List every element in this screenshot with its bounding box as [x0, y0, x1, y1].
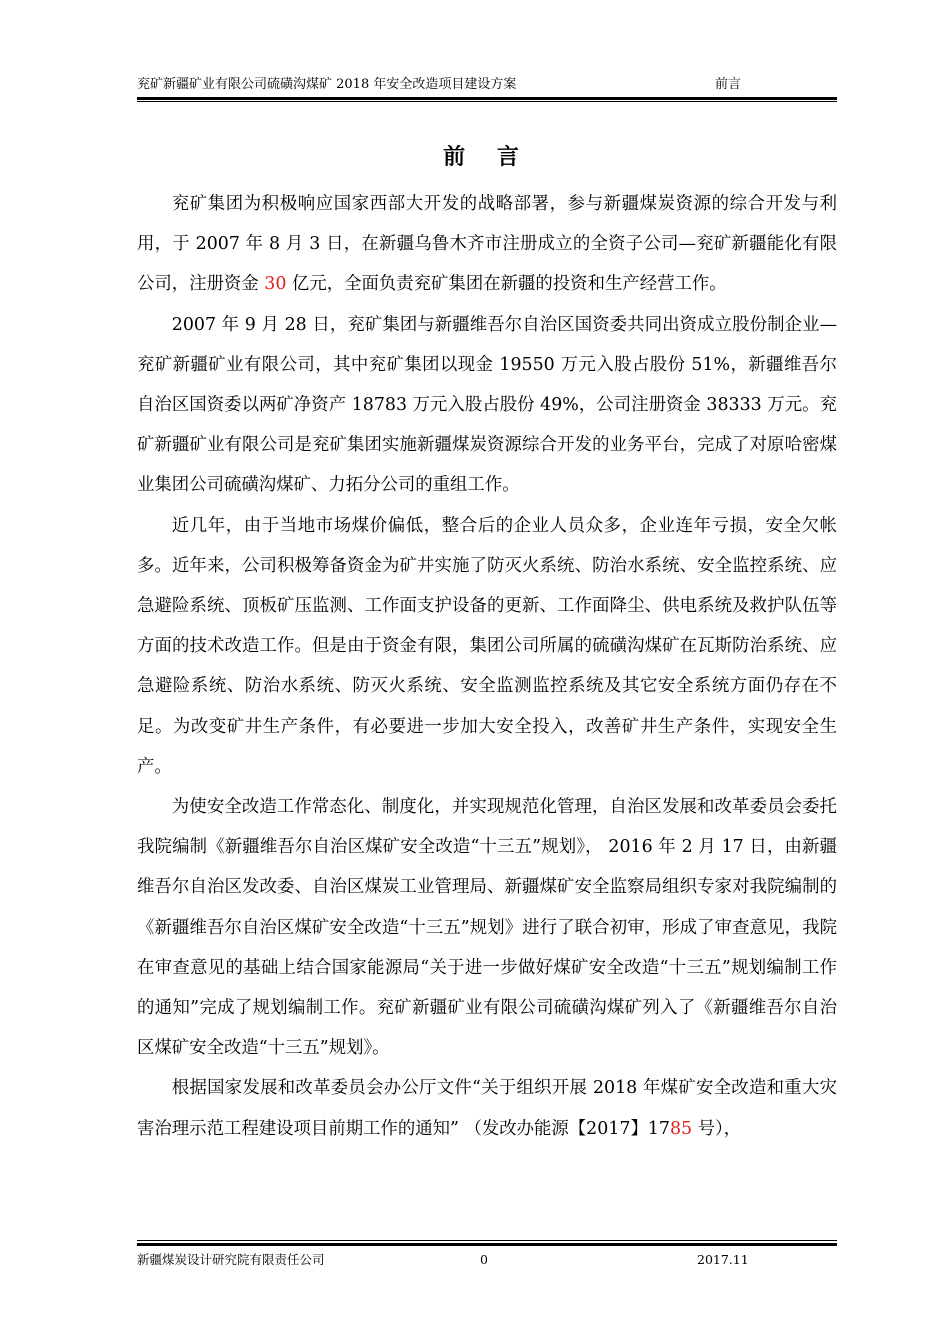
- page-header: [137, 73, 837, 97]
- paragraph-1-text-b: 亿元，全面负责兖矿集团在新疆的投资和生产经营工作。: [286, 274, 727, 295]
- paragraph-1-text-a: 兖矿集团为积极响应国家西部大开发的战略部署，参与新疆煤炭资源的综合开发与利用，于 2007 年 8 月 3 日，在新疆乌鲁木齐市注册成立的全资子公司—兖矿新疆能化有限公司，注册资金: [137, 194, 837, 295]
- header-section-name: 前言: [715, 77, 742, 92]
- footer-organization: 新疆煤炭设计研究院有限责任公司: [137, 1252, 325, 1267]
- paragraph-4: 为使安全改造工作常态化、制度化，并实现规范化管理，自治区发展和改革委员会委托我院编制《新疆维吾尔自治区煤矿安全改造“十三五”规划》， 2016 年 2 月 17 日，由新疆维吾尔自治区发改委、自治区煤炭工业管理局、新疆煤矿安全监察局组织专家对我院编制的《新疆维吾尔自治区煤矿安全改造“十三五”规划》进行了联合初审，形成了审查意见，我院在审查意见的基础上结合国家能源局“关于进一步做好煤矿安全改造“十三五”规划编制工作的通知”完成了规划编制工作。兖矿新疆矿业有限公司硫磺沟煤矿列入了《新疆维吾尔自治区煤矿安全改造“十三五”规划》。: [137, 797, 837, 1059]
- paragraph-2: 2007 年 9 月 28 日，兖矿集团与新疆维吾尔自治区国资委共同出资成立股份制企业—兖矿新疆矿业有限公司，其中兖矿集团以现金 19550 万元入股占股份 51%，新疆维吾尔自治区国资委以两矿净资产 18783 万元入股占股份 49%，公司注册资金 38333 万元。兖矿新疆矿业有限公司是兖矿集团实施新疆煤炭资源综合开发的业务平台，完成了对原哈密煤业集团公司硫磺沟煤矿、力拓分公司的重组工作。: [137, 314, 837, 496]
- paragraph-5-highlight: 85: [669, 1118, 693, 1139]
- paragraph-5-text-b: 号），: [692, 1118, 742, 1139]
- paragraph-1-highlight: 30: [264, 274, 287, 295]
- footer-rule-thick: [137, 1243, 837, 1246]
- page-title: 前 言: [443, 144, 531, 170]
- page-footer: [137, 1250, 837, 1270]
- paragraph-1: [137, 184, 837, 305]
- paragraph-3: 近几年，由于当地市场煤价偏低，整合后的企业人员众多，企业连年亏损，安全欠帐多。近年来，公司积极筹备资金为矿井实施了防灭火系统、防治水系统、安全监控系统、应急避险系统、顶板矿压监测、工作面支护设备的更新、工作面降尘、供电系统及救护队伍等方面的技术改造工作。但是由于资金有限，集团公司所属的硫磺沟煤矿在瓦斯防治系统、应急避险系统、防治水系统、防灭火系统、安全监测监控系统及其它安全系统方面仍存在不足。为改变矿井生产条件，有必要进一步加大安全投入，改善矿井生产条件，实现安全生产。: [137, 515, 837, 777]
- footer-rule-thin: [137, 1240, 837, 1241]
- document-body: [137, 184, 837, 1149]
- header-doc-title: 兖矿新疆矿业有限公司硫磺沟煤矿 2018 年安全改造项目建设方案: [137, 77, 517, 92]
- header-rule-thick: [137, 97, 837, 100]
- footer-date: 2017.11: [697, 1252, 749, 1267]
- footer-page-number: 0: [480, 1252, 488, 1267]
- header-rule-thin: [137, 101, 837, 102]
- paragraph-5: [137, 1068, 837, 1148]
- paragraph-5-text-a: 根据国家发展和改革委员会办公厅文件“关于组织开展 2018 年煤矿安全改造和重大灾害治理示范工程建设项目前期工作的通知” （发改办能源【2017】17: [137, 1078, 837, 1139]
